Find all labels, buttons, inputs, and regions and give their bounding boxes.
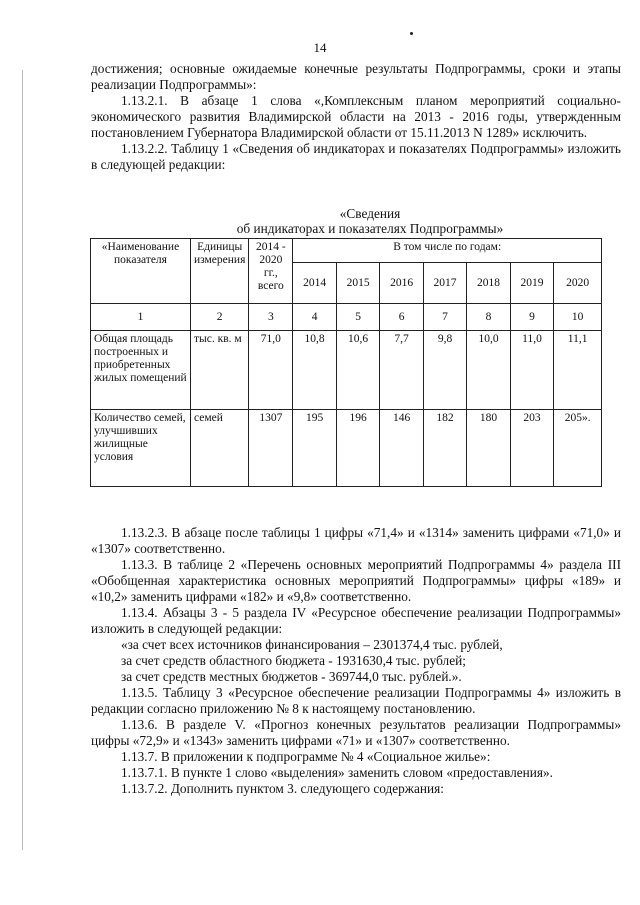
row-value: 196 xyxy=(336,410,379,487)
table-index-row xyxy=(91,304,602,331)
table-title-line-1: «Сведения xyxy=(339,206,401,221)
header-year: 2014 xyxy=(293,263,336,304)
index-cell: 6 xyxy=(380,304,423,331)
row-name: Количество семей, улучшивших жилищные условия xyxy=(91,410,191,487)
header-year: 2016 xyxy=(380,263,423,304)
row-value: 203 xyxy=(510,410,553,487)
index-cell: 1 xyxy=(91,304,191,331)
row-value: 10,6 xyxy=(336,331,379,410)
quote-line-2: за счет средств областного бюджета - 1931630,4 тыс. рублей; xyxy=(121,653,466,668)
paragraph-1-13-5: 1.13.5. Таблицу 3 «Ресурсное обеспечение реализации Подпрограммы 4» изложить в редакции согласно приложению № 8 к настоящему постановлению. xyxy=(91,685,621,716)
index-cell: 3 xyxy=(249,304,293,331)
row-value: 180 xyxy=(467,410,510,487)
row-value: 11,1 xyxy=(554,331,602,410)
index-cell: 2 xyxy=(191,304,249,331)
header-unit: Единицы измерения xyxy=(191,239,249,304)
indicators-table xyxy=(90,238,602,487)
top-text-block xyxy=(91,61,621,173)
table-title-line-2: об индикаторах и показателях Подпрограммы» xyxy=(236,221,504,236)
paragraph-1-13-2-1: 1.13.2.1. В абзаце 1 слова «,Комплексным планом мероприятий социально-экономического развития Владимирской области на 2013 - 2016 годы, утвержденным постановлением Губернатора Владимирской области от 15.11.2013 N 1289» исключить. xyxy=(91,93,621,140)
header-year: 2019 xyxy=(510,263,553,304)
index-cell: 9 xyxy=(510,304,553,331)
row-unit: тыс. кв. м xyxy=(191,331,249,410)
index-cell: 10 xyxy=(554,304,602,331)
row-value: 205». xyxy=(554,410,602,487)
index-cell: 8 xyxy=(467,304,510,331)
table-header-row xyxy=(91,239,602,263)
bottom-text-block xyxy=(91,525,621,797)
row-value: 146 xyxy=(380,410,423,487)
header-year: 2017 xyxy=(423,263,466,304)
header-year: 2020 xyxy=(554,263,602,304)
row-value: 7,7 xyxy=(380,331,423,410)
paragraph-1-13-7: 1.13.7. В приложении к подпрограмме № 4 «Социальное жилье»: xyxy=(121,749,491,764)
table-row xyxy=(91,331,602,410)
paragraph-1-13-6: 1.13.6. В разделе V. «Прогноз конечных результатов реализации Подпрограммы» цифры «72,9» и «1343» заменить цифрами «71» и «1307» соответственно. xyxy=(91,717,621,748)
paragraph-1-13-7-1: 1.13.7.1. В пункте 1 слово «выделения» заменить словом «предоставления». xyxy=(121,765,553,780)
table-row xyxy=(91,410,602,487)
scan-speck xyxy=(410,32,413,35)
row-value: 11,0 xyxy=(510,331,553,410)
row-total: 1307 xyxy=(249,410,293,487)
row-name: Общая площадь построенных и приобретенных жилых помещений xyxy=(91,331,191,410)
paragraph-continuation: достижения; основные ожидаемые конечные результаты Подпрограммы, сроки и этапы реализации Подпрограммы»: xyxy=(91,61,621,92)
paragraph-1-13-7-2: 1.13.7.2. Дополнить пунктом 3. следующего содержания: xyxy=(121,781,444,796)
header-years-group: В том числе по годам: xyxy=(293,239,602,263)
scan-edge-line xyxy=(22,70,23,850)
row-value: 10,0 xyxy=(467,331,510,410)
quote-line-3: за счет средств местных бюджетов - 369744,0 тыс. рублей.». xyxy=(121,669,462,684)
page-number: 14 xyxy=(313,40,327,55)
paragraph-1-13-2-3: 1.13.2.3. В абзаце после таблицы 1 цифры «71,4» и «1314» заменить цифрами «71,0» и «1307» соответственно. xyxy=(91,525,621,556)
row-total: 71,0 xyxy=(249,331,293,410)
paragraph-1-13-3: 1.13.3. В таблице 2 «Перечень основных мероприятий Подпрограммы 4» раздела III «Обобщенная характеристика основных мероприятий Подпрограммы» цифры «189» и «10,2» заменить цифрами «182» и «9,8» соответственно. xyxy=(91,557,621,604)
header-year: 2018 xyxy=(467,263,510,304)
index-cell: 4 xyxy=(293,304,336,331)
paragraph-1-13-4: 1.13.4. Абзацы 3 - 5 раздела IV «Ресурсное обеспечение реализации Подпрограммы» изложить в следующей редакции: xyxy=(91,605,621,636)
row-value: 9,8 xyxy=(423,331,466,410)
quote-line-1: «за счет всех источников финансирования – 2301374,4 тыс. рублей, xyxy=(121,637,503,652)
index-cell: 7 xyxy=(423,304,466,331)
row-unit: семей xyxy=(191,410,249,487)
header-name: «Наименование показателя xyxy=(91,239,191,304)
header-year: 2015 xyxy=(336,263,379,304)
row-value: 195 xyxy=(293,410,336,487)
row-value: 10,8 xyxy=(293,331,336,410)
paragraph-1-13-2-2: 1.13.2.2. Таблицу 1 «Сведения об индикаторах и показателях Подпрограммы» изложить в следующей редакции: xyxy=(91,141,621,172)
index-cell: 5 xyxy=(336,304,379,331)
row-value: 182 xyxy=(423,410,466,487)
header-total: 2014 - 2020 гг., всего xyxy=(249,239,293,304)
